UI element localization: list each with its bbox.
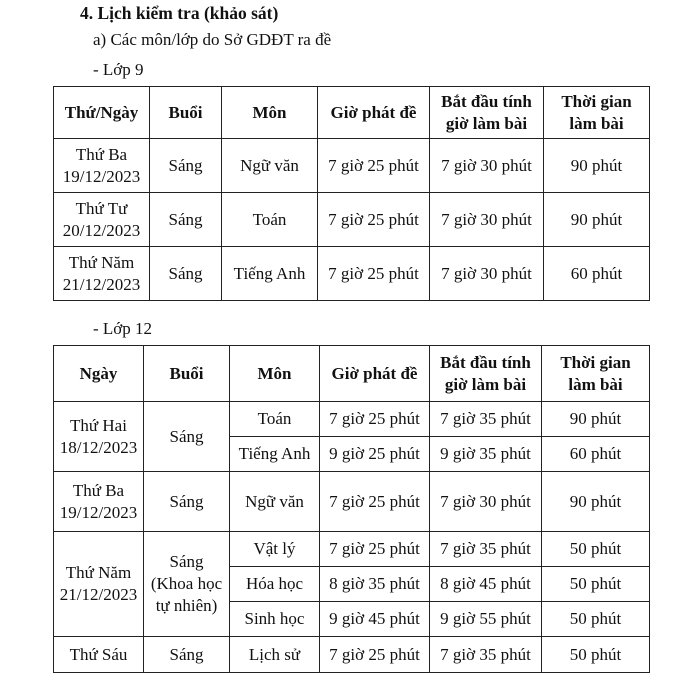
cell-start: 7 giờ 35 phút <box>430 637 542 673</box>
header-duration: Thời gian làm bài <box>544 87 650 139</box>
cell-duration: 90 phút <box>544 193 650 247</box>
cell-subject: Toán <box>230 402 320 437</box>
header-start-time: Bắt đầu tính giờ làm bài <box>430 87 544 139</box>
table-row <box>54 637 650 673</box>
cell-day: Thứ Năm 21/12/2023 <box>54 247 150 301</box>
cell-start: 7 giờ 30 phút <box>430 247 544 301</box>
subsection-title: a) Các môn/lớp do Sở GDĐT ra đề <box>93 30 332 49</box>
cell-subject: Vật lý <box>230 532 320 567</box>
cell-release: 7 giờ 25 phút <box>318 193 430 247</box>
cell-release: 7 giờ 25 phút <box>320 532 430 567</box>
cell-subject: Hóa học <box>230 567 320 602</box>
cell-subject: Tiếng Anh <box>230 437 320 472</box>
cell-day: Thứ Ba 19/12/2023 <box>54 139 150 193</box>
cell-duration: 50 phút <box>542 602 650 637</box>
cell-start: 7 giờ 30 phút <box>430 139 544 193</box>
cell-subject: Sinh học <box>230 602 320 637</box>
cell-day: Thứ Sáu <box>54 637 144 673</box>
cell-start: 7 giờ 35 phút <box>430 402 542 437</box>
table-row <box>54 532 650 567</box>
cell-session: Sáng <box>150 247 222 301</box>
cell-session: Sáng <box>150 193 222 247</box>
cell-subject: Tiếng Anh <box>222 247 318 301</box>
cell-release: 9 giờ 45 phút <box>320 602 430 637</box>
cell-duration: 50 phút <box>542 532 650 567</box>
header-release-time: Giờ phát đề <box>320 346 430 402</box>
cell-release: 7 giờ 25 phút <box>318 139 430 193</box>
header-subject: Môn <box>222 87 318 139</box>
cell-day: Thứ Tư 20/12/2023 <box>54 193 150 247</box>
table-row <box>54 247 650 301</box>
table-row <box>54 472 650 532</box>
cell-release: 7 giờ 25 phút <box>320 472 430 532</box>
header-day: Thứ/Ngày <box>54 87 150 139</box>
cell-release: 7 giờ 25 phút <box>318 247 430 301</box>
cell-start: 7 giờ 35 phút <box>430 532 542 567</box>
cell-duration: 60 phút <box>544 247 650 301</box>
table-header-row <box>54 87 650 139</box>
cell-session: Sáng <box>144 637 230 673</box>
cell-duration: 90 phút <box>542 472 650 532</box>
cell-duration: 50 phút <box>542 637 650 673</box>
header-release-time: Giờ phát đề <box>318 87 430 139</box>
cell-start: 9 giờ 55 phút <box>430 602 542 637</box>
cell-start: 9 giờ 35 phút <box>430 437 542 472</box>
cell-duration: 90 phút <box>542 402 650 437</box>
cell-start: 7 giờ 30 phút <box>430 193 544 247</box>
table-row <box>54 402 650 437</box>
table-row <box>54 139 650 193</box>
cell-session: Sáng <box>144 472 230 532</box>
table-row <box>54 193 650 247</box>
table-header-row <box>54 346 650 402</box>
header-duration: Thời gian làm bài <box>542 346 650 402</box>
grade12-label: - Lớp 12 <box>93 319 153 338</box>
header-date: Ngày <box>54 346 144 402</box>
grade9-schedule-table <box>53 86 650 301</box>
section-title: 4. Lịch kiểm tra (khảo sát) <box>80 3 279 23</box>
cell-release: 9 giờ 25 phút <box>320 437 430 472</box>
cell-start: 8 giờ 45 phút <box>430 567 542 602</box>
cell-start: 7 giờ 30 phút <box>430 472 542 532</box>
grade9-label: - Lớp 9 <box>93 60 144 79</box>
header-start-time: Bắt đầu tính giờ làm bài <box>430 346 542 402</box>
grade12-schedule-table <box>53 345 650 673</box>
cell-day: Thứ Ba 19/12/2023 <box>54 472 144 532</box>
cell-release: 8 giờ 35 phút <box>320 567 430 602</box>
cell-subject: Ngữ văn <box>230 472 320 532</box>
cell-session: Sáng <box>144 402 230 472</box>
cell-release: 7 giờ 25 phút <box>320 637 430 673</box>
cell-duration: 90 phút <box>544 139 650 193</box>
cell-day: Thứ Hai 18/12/2023 <box>54 402 144 472</box>
cell-session: Sáng <box>150 139 222 193</box>
header-subject: Môn <box>230 346 320 402</box>
cell-subject: Lịch sử <box>230 637 320 673</box>
cell-release: 7 giờ 25 phút <box>320 402 430 437</box>
cell-duration: 50 phút <box>542 567 650 602</box>
cell-duration: 60 phút <box>542 437 650 472</box>
cell-subject: Toán <box>222 193 318 247</box>
header-session: Buổi <box>144 346 230 402</box>
header-session: Buổi <box>150 87 222 139</box>
cell-day: Thứ Năm 21/12/2023 <box>54 532 144 637</box>
cell-subject: Ngữ văn <box>222 139 318 193</box>
cell-session: Sáng (Khoa học tự nhiên) <box>144 532 230 637</box>
